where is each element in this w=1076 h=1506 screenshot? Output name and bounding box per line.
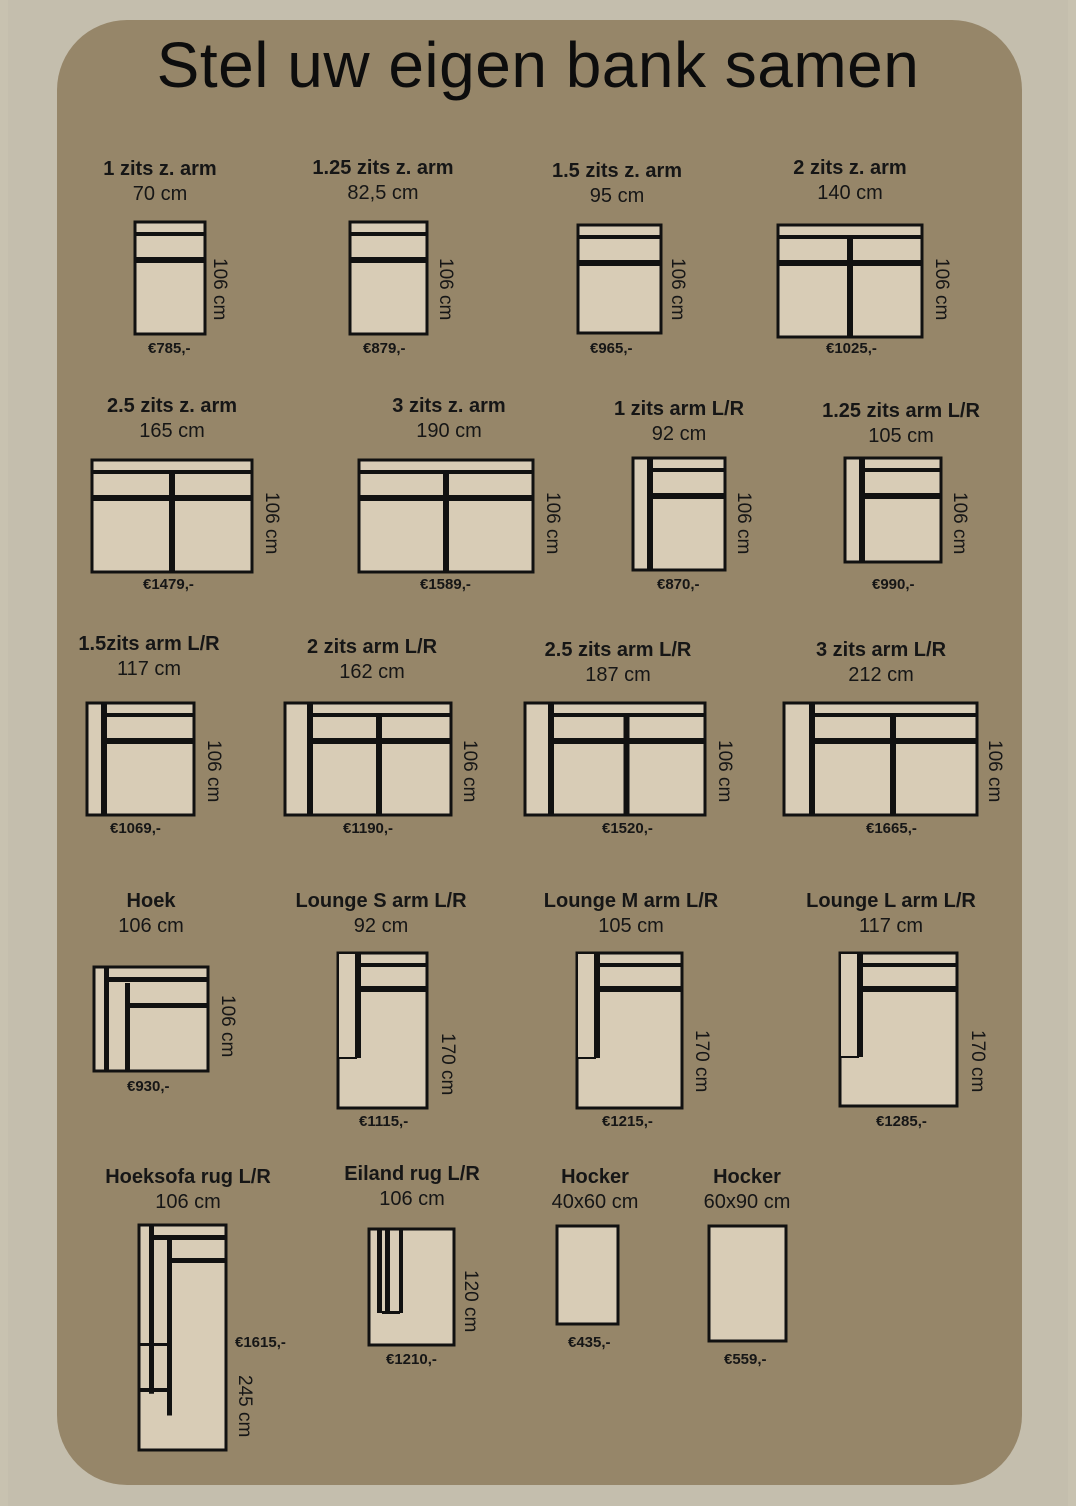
seat-line	[356, 986, 427, 992]
module-name: 1 zits z. arm	[103, 158, 217, 180]
module-drawing	[369, 1229, 454, 1345]
module-depth: 106 cm	[261, 492, 282, 555]
module-width: 212 cm	[848, 664, 914, 686]
module-price: €1665,-	[866, 820, 917, 837]
module-width: 70 cm	[132, 183, 188, 205]
module-drawing	[557, 1226, 618, 1324]
module-name: 3 zits z. arm	[392, 395, 506, 417]
module-price: €1210,-	[386, 1351, 437, 1368]
module-depth: 106 cm	[203, 740, 224, 803]
seat-divider	[890, 715, 896, 815]
module-depth: 106 cm	[459, 740, 480, 803]
module-price: €965,-	[590, 340, 633, 357]
back-line-inner	[385, 1229, 390, 1313]
module-name: 2.5 zits arm L/R	[544, 639, 692, 661]
module-outline	[135, 222, 205, 334]
module-name: 2 zits arm L/R	[306, 636, 438, 658]
arm-line	[548, 703, 554, 815]
module-drawing	[578, 225, 661, 333]
arm-line	[307, 703, 313, 815]
module-price: €990,-	[872, 576, 915, 593]
module-drawing	[338, 953, 427, 1108]
lounge-arm	[577, 953, 595, 1058]
module-width: 92 cm	[353, 915, 409, 937]
module-drawing	[709, 1226, 786, 1341]
module-depth: 170 cm	[691, 1030, 712, 1093]
module-width: 187 cm	[585, 664, 651, 686]
module-outline	[350, 222, 427, 334]
back-line-top	[104, 977, 208, 982]
module-depth: 106 cm	[217, 995, 238, 1058]
arm-line	[101, 703, 107, 815]
module-price: €435,-	[568, 1334, 611, 1351]
module-width: 95 cm	[589, 185, 645, 207]
module-name: Lounge S arm L/R	[295, 890, 467, 912]
module-price: €1069,-	[110, 820, 161, 837]
module-width: 92 cm	[651, 423, 707, 445]
seat-divider	[847, 237, 853, 337]
module-price: €1589,-	[420, 576, 471, 593]
module-name: 2.5 zits z. arm	[106, 395, 238, 417]
module-name: Hoek	[126, 890, 176, 912]
module-price: €1615,-	[235, 1334, 286, 1351]
module-depth: 106 cm	[931, 258, 952, 321]
module-depth: 106 cm	[984, 740, 1005, 803]
module-price: €930,-	[127, 1078, 170, 1095]
module-name: Lounge L arm L/R	[806, 890, 976, 912]
module-name: Hocker	[561, 1166, 629, 1188]
module-depth: 106 cm	[733, 492, 754, 555]
module-depth: 170 cm	[967, 1030, 988, 1093]
seat-line-left	[125, 983, 130, 1071]
module-outline	[557, 1226, 618, 1324]
module-depth: 106 cm	[949, 492, 970, 555]
module-name: 1 zits arm L/R	[613, 398, 745, 420]
back-line-top	[149, 1235, 226, 1240]
seat-divider	[376, 715, 382, 815]
seat-break	[139, 1343, 169, 1346]
module-drawing	[633, 458, 725, 570]
module-name: Lounge M arm L/R	[543, 890, 719, 912]
module-depth: 106 cm	[209, 258, 230, 321]
module-depth: 106 cm	[435, 258, 456, 321]
module-price: €1479,-	[143, 576, 194, 593]
module-drawing	[285, 703, 451, 815]
module-name: 1.25 zits arm L/R	[822, 400, 980, 422]
module-price: €1025,-	[826, 340, 877, 357]
seat-line	[595, 986, 682, 992]
back-line	[858, 963, 957, 967]
seat-line	[135, 257, 205, 263]
module-name: 1.5zits arm L/R	[78, 633, 220, 655]
back-line	[647, 468, 725, 472]
module-width: 190 cm	[416, 420, 482, 442]
seat-line	[578, 260, 661, 266]
island-end	[382, 1311, 400, 1314]
seat-line	[858, 986, 957, 992]
module-drawing	[577, 953, 682, 1108]
module-price: €879,-	[363, 340, 406, 357]
module-depth: 106 cm	[667, 258, 688, 321]
back-line	[350, 232, 427, 236]
module-depth: 106 cm	[542, 492, 563, 555]
module-price: €1285,-	[876, 1113, 927, 1130]
module-width: 60x90 cm	[703, 1191, 791, 1213]
lounge-arm	[338, 953, 356, 1058]
module-width: 140 cm	[817, 182, 883, 204]
seat-divider	[624, 715, 630, 815]
seat-line-top	[167, 1258, 226, 1263]
seat-line-left	[399, 1229, 403, 1313]
back-line-left	[149, 1225, 154, 1394]
back-line	[859, 468, 941, 472]
arm-line	[809, 703, 815, 815]
module-price: €1190,-	[343, 820, 394, 837]
module-drawing	[92, 460, 252, 572]
module-outline	[94, 967, 208, 1071]
seat-line	[647, 493, 725, 499]
arm-line	[859, 458, 865, 562]
back-line	[578, 235, 661, 239]
back-line	[356, 963, 427, 967]
back-line	[595, 963, 682, 967]
module-name: Hocker	[713, 1166, 781, 1188]
seat-line	[859, 493, 941, 499]
arm-line	[647, 458, 653, 570]
page-title: Stel uw eigen bank samen	[156, 29, 920, 101]
module-width: 162 cm	[339, 661, 405, 683]
module-width: 105 cm	[868, 425, 934, 447]
back-line-left	[377, 1229, 382, 1313]
back-line	[101, 713, 194, 717]
module-width: 82,5 cm	[347, 182, 419, 204]
module-price: €1115,-	[359, 1113, 409, 1130]
seat-divider	[443, 472, 449, 572]
module-depth: 170 cm	[437, 1033, 458, 1096]
module-drawing	[778, 225, 922, 337]
arm-line	[356, 953, 361, 1058]
module-width: 105 cm	[598, 915, 664, 937]
module-drawing	[525, 703, 705, 815]
module-outline	[633, 458, 725, 570]
lounge-arm	[840, 953, 858, 1057]
module-width: 117 cm	[116, 658, 182, 680]
module-drawing	[350, 222, 427, 334]
arm-line	[595, 953, 600, 1058]
module-width: 106 cm	[155, 1191, 221, 1213]
module-drawing	[135, 222, 205, 334]
module-price: €785,-	[148, 340, 191, 357]
module-name: Hoeksofa rug L/R	[105, 1166, 271, 1188]
module-drawing	[359, 460, 533, 572]
module-drawing	[87, 703, 194, 815]
module-depth: 120 cm	[460, 1270, 481, 1333]
seat-line	[350, 257, 427, 263]
module-price: €870,-	[657, 576, 700, 593]
seat-line-top	[125, 1003, 208, 1008]
module-name: 2 zits z. arm	[793, 157, 907, 179]
module-width: 106 cm	[379, 1188, 445, 1210]
module-name: Eiland rug L/R	[344, 1163, 480, 1185]
module-name: 3 zits arm L/R	[815, 639, 947, 661]
module-drawing	[845, 458, 941, 562]
module-name: 1.25 zits z. arm	[312, 157, 454, 179]
module-outline	[578, 225, 661, 333]
module-width: 40x60 cm	[551, 1191, 639, 1213]
module-outline	[709, 1226, 786, 1341]
module-price: €559,-	[724, 1351, 767, 1368]
module-depth: 245 cm	[234, 1375, 255, 1438]
module-width: 117 cm	[858, 915, 924, 937]
module-drawing	[840, 953, 957, 1106]
module-name: 1.5 zits z. arm	[551, 160, 683, 182]
seat-divider	[169, 472, 175, 572]
module-width: 165 cm	[139, 420, 205, 442]
arm-line	[858, 953, 863, 1057]
module-drawing	[139, 1225, 226, 1450]
seat-line	[101, 738, 194, 744]
module-drawing	[94, 967, 208, 1071]
module-price: €1215,-	[602, 1113, 653, 1130]
back-line	[135, 232, 205, 236]
back-line-left	[104, 967, 109, 1071]
module-width: 106 cm	[118, 915, 184, 937]
module-price: €1520,-	[602, 820, 653, 837]
module-drawing	[784, 703, 977, 815]
seat-end	[139, 1388, 169, 1392]
module-depth: 106 cm	[714, 740, 735, 803]
